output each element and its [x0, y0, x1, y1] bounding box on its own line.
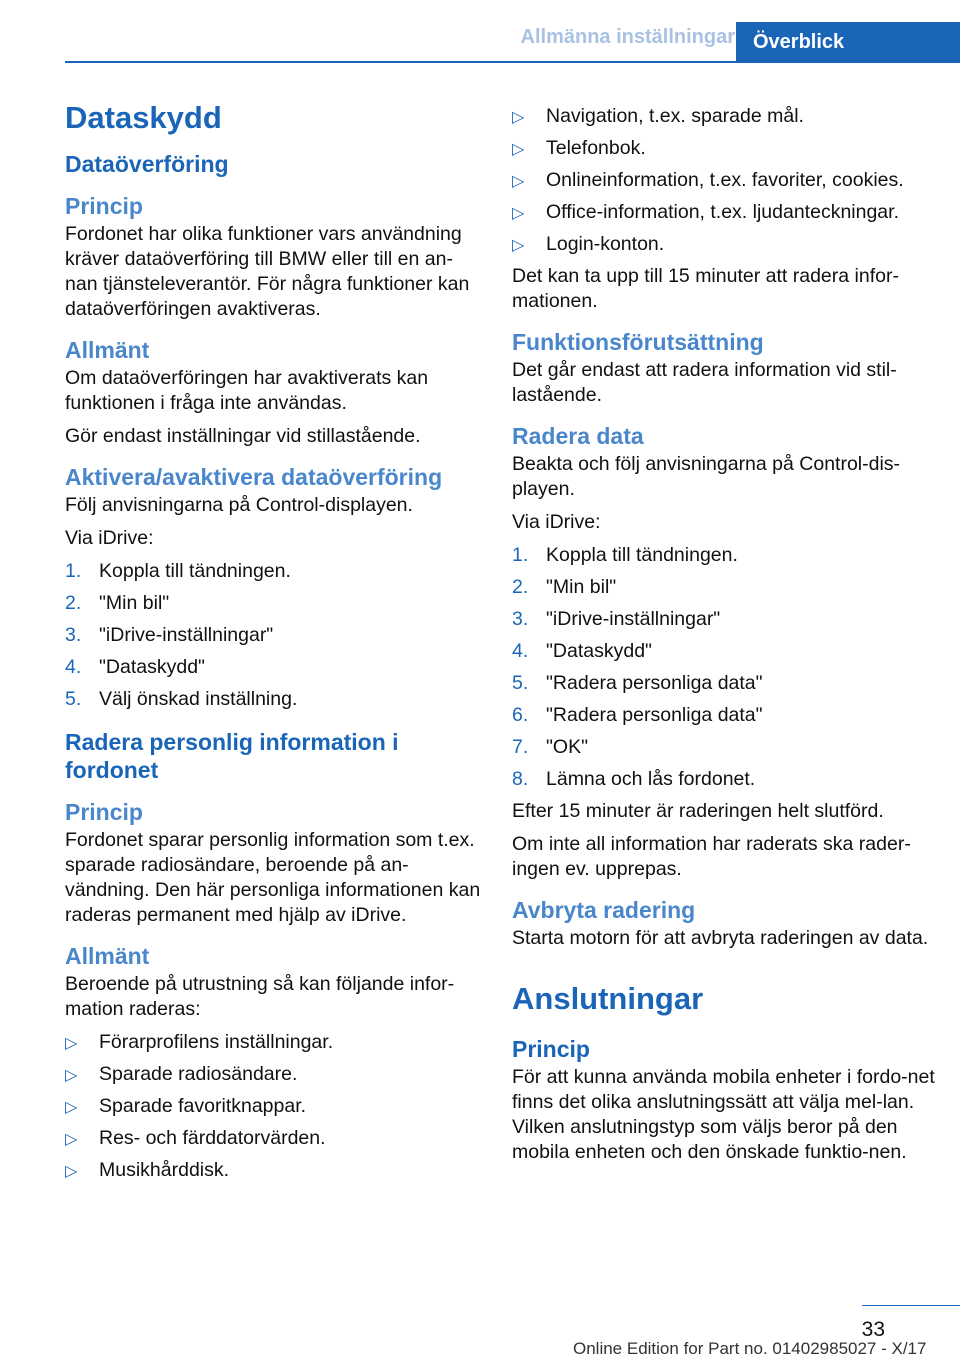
- list-item: [65, 559, 485, 584]
- list-item: [65, 623, 485, 648]
- step-number: 3.: [512, 608, 529, 630]
- triangle-bullet-icon: ▷: [65, 1099, 78, 1116]
- overview-tab: [736, 22, 960, 63]
- list-item: [512, 168, 937, 193]
- step-number: 1.: [65, 560, 82, 582]
- step-text: "Min bil": [99, 592, 170, 614]
- list-item: [512, 671, 937, 696]
- list-item: [512, 575, 937, 600]
- list-item: [512, 232, 937, 257]
- footer-rule: [862, 1305, 960, 1306]
- step-text: "iDrive-inställningar": [546, 608, 721, 630]
- step-number: 6.: [512, 704, 529, 726]
- heading-radera-data: Radera data: [512, 423, 644, 449]
- list-item: [512, 767, 937, 792]
- paragraph: Det kan ta upp till 15 minuter att radera infor-mationen.: [512, 265, 899, 312]
- header-rule: [65, 61, 960, 63]
- list-item: [512, 703, 937, 728]
- step-text: "Dataskydd": [99, 656, 205, 678]
- step-number: 8.: [512, 768, 529, 790]
- step-text: "Min bil": [546, 576, 617, 598]
- triangle-bullet-icon: ▷: [512, 205, 525, 222]
- triangle-bullet-icon: ▷: [65, 1067, 78, 1084]
- paragraph: Följ anvisningarna på Control-displayen.: [65, 494, 413, 516]
- list-item: [512, 200, 937, 225]
- triangle-bullet-icon: ▷: [65, 1163, 78, 1180]
- step-text: Lämna och lås fordonet.: [546, 768, 756, 790]
- section-tab: Allmänna inställningar: [520, 26, 735, 48]
- triangle-bullet-icon: ▷: [512, 173, 525, 190]
- step-number: 1.: [512, 544, 529, 566]
- step-text: Koppla till tändningen.: [99, 560, 291, 582]
- step-number: 2.: [65, 592, 82, 614]
- heading-anslutningar: Anslutningar: [512, 981, 704, 1016]
- triangle-bullet-icon: ▷: [65, 1035, 78, 1052]
- paragraph: Fordonet har olika funktioner vars användning kräver dataöverföring till BMW eller till en an-nan tjänsteleverantör. För några funktioner kan dataöverföringen avaktiveras.: [65, 223, 470, 320]
- step-text: "iDrive-inställningar": [99, 624, 274, 646]
- step-number: 7.: [512, 736, 529, 758]
- triangle-bullet-icon: ▷: [512, 141, 525, 158]
- page-header: [0, 0, 960, 62]
- heading-radera-personlig: Radera personlig information i fordonet: [65, 729, 399, 783]
- paragraph: Gör endast inställningar vid stillastående.: [65, 425, 421, 447]
- step-text: Välj önskad inställning.: [99, 688, 298, 710]
- paragraph: Starta motorn för att avbryta raderingen av data.: [512, 927, 929, 949]
- step-number: 4.: [512, 640, 529, 662]
- step-number: 5.: [65, 688, 82, 710]
- bullet-text: Telefonbok.: [546, 137, 646, 159]
- edition-note: Online Edition for Part no. 01402985027 - X/17: [573, 1339, 927, 1358]
- paragraph: Via iDrive:: [65, 527, 154, 549]
- list-item: [512, 543, 937, 568]
- heading-funktionsforutsattning: Funktionsförutsättning: [512, 329, 764, 355]
- step-number: 5.: [512, 672, 529, 694]
- step-text: "Dataskydd": [546, 640, 652, 662]
- bullet-list: [512, 104, 937, 257]
- bullet-text: Office-information, t.ex. ljudanteckningar.: [546, 201, 899, 223]
- list-item: [65, 1158, 485, 1183]
- bullet-text: Sparade favoritknappar.: [99, 1095, 307, 1117]
- list-item: [65, 1126, 485, 1151]
- bullet-text: Onlineinformation, t.ex. favoriter, cookies.: [546, 169, 904, 191]
- list-item: [65, 1062, 485, 1087]
- step-number: 2.: [512, 576, 529, 598]
- paragraph: Fordonet sparar personlig information som t.ex. sparade radiosändare, beroende på an-vändning. Den här personliga informationen kan raderas permanent med hjälp av iDrive.: [65, 829, 481, 926]
- list-item: [65, 655, 485, 680]
- heading-allmant: Allmänt: [65, 337, 150, 363]
- step-number: 3.: [65, 624, 82, 646]
- heading-avbryta-radering: Avbryta radering: [512, 897, 696, 923]
- step-text: "OK": [546, 736, 589, 758]
- bullet-text: Musikhårddisk.: [99, 1159, 230, 1181]
- step-number: 4.: [65, 656, 82, 678]
- bullet-text: Förarprofilens inställningar.: [99, 1031, 334, 1053]
- page-title: Dataskydd: [65, 100, 222, 135]
- bullet-text: Navigation, t.ex. sparade mål.: [546, 105, 804, 127]
- paragraph: Via iDrive:: [512, 511, 601, 533]
- paragraph: Efter 15 minuter är raderingen helt slutförd.: [512, 800, 884, 822]
- heading-princip: Princip: [65, 799, 143, 825]
- paragraph: Det går endast att radera information vid stil-lastående.: [512, 359, 897, 406]
- list-item: [512, 104, 937, 129]
- left-column: [65, 98, 485, 1190]
- heading-dataoverforing: Dataöverföring: [65, 151, 229, 177]
- right-column: [512, 98, 937, 1173]
- steps-list: [65, 559, 485, 712]
- paragraph: För att kunna använda mobila enheter i fordo-net finns det olika anslutningssätt att välja mel-lan. Vilken anslutningstyp som väljs beror på den mobila enheten och den önskade funktio-nen.: [512, 1066, 935, 1163]
- list-item: [512, 639, 937, 664]
- triangle-bullet-icon: ▷: [512, 237, 525, 254]
- list-item: [512, 136, 937, 161]
- heading-princip: Princip: [65, 193, 143, 219]
- step-text: "Radera personliga data": [546, 704, 763, 726]
- heading-allmant: Allmänt: [65, 943, 150, 969]
- heading-aktivera: Aktivera/avaktivera dataöverföring: [65, 464, 443, 490]
- bullet-text: Sparade radiosändare.: [99, 1063, 298, 1085]
- page-number: 33: [861, 1318, 885, 1341]
- step-text: "Radera personliga data": [546, 672, 763, 694]
- triangle-bullet-icon: ▷: [65, 1131, 78, 1148]
- list-item: [65, 1030, 485, 1055]
- list-item: [512, 735, 937, 760]
- list-item: [512, 607, 937, 632]
- bullet-text: Login-konton.: [546, 233, 665, 255]
- paragraph: Beakta och följ anvisningarna på Control-dis-playen.: [512, 453, 901, 500]
- heading-princip: Princip: [512, 1036, 590, 1062]
- overview-tab-label: Överblick: [753, 31, 845, 53]
- paragraph: Om inte all information har raderats ska rader-ingen ev. upprepas.: [512, 833, 911, 880]
- list-item: [65, 591, 485, 616]
- paragraph: Beroende på utrustning så kan följande infor-mation raderas:: [65, 973, 455, 1020]
- step-text: Koppla till tändningen.: [546, 544, 738, 566]
- bullet-list: [65, 1030, 485, 1183]
- steps-list: [512, 543, 937, 792]
- bullet-text: Res- och färddatorvärden.: [99, 1127, 326, 1149]
- paragraph: Om dataöverföringen har avaktiverats kan funktionen i fråga inte användas.: [65, 367, 429, 414]
- triangle-bullet-icon: ▷: [512, 109, 525, 126]
- list-item: [65, 1094, 485, 1119]
- list-item: [65, 687, 485, 712]
